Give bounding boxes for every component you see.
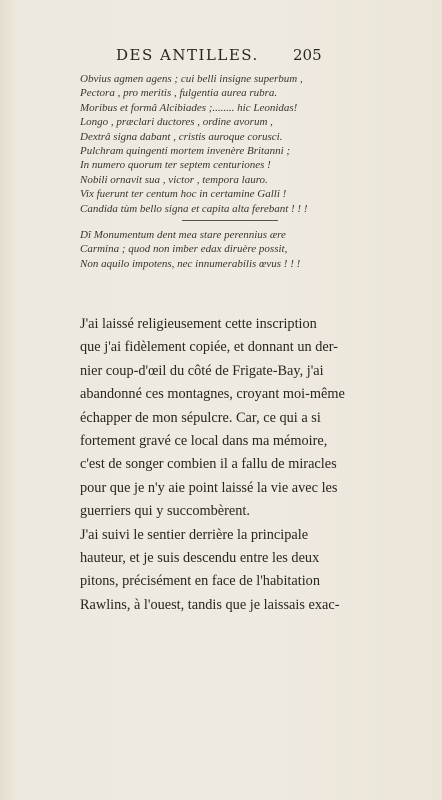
text-line: Rawlins, à l'ouest, tandis que je laissais exac- [80, 596, 340, 613]
page-header [0, 46, 442, 68]
inscription-stanza-1 [80, 72, 380, 216]
text-line: c'est de songer combien il a fallu de miracles [80, 456, 337, 473]
text-line: pour que je n'y aie point laissé la vie avec les [80, 479, 338, 496]
verse-line: Nobili ornavit sua , victor , tempora lauro. [80, 173, 268, 186]
page-number: 205 [293, 46, 322, 64]
verse-line: Carmina ; quod non imber edax diruère possit, [80, 243, 288, 256]
inscription-stanza-2 [80, 228, 380, 271]
verse-line: Candida tùm bello signa et capita alta ferebant ! ! ! [80, 202, 308, 215]
text-line: abandonné ces montagnes, croyant moi-même [80, 386, 345, 403]
text-line: que j'ai fidèlement copiée, et donnant un der- [80, 339, 338, 356]
verse-line: Moribus et formâ Alcibiades ;........ hic Leonidas! [80, 101, 298, 114]
section-divider [182, 220, 278, 221]
verse-line: Pectora , pro meritis , fulgentia aurea rubra. [80, 87, 278, 100]
verse-line: Obvius agmen agens ; cui belli insigne superbum , [80, 73, 303, 85]
text-line: J'ai suivi le sentier derrière la principale [80, 526, 309, 543]
text-line: nier coup-d'œil du côté de Frigate-Bay, j'ai [80, 362, 324, 379]
verse-line: Dî Monumentum dent mea stare perennius ære [80, 229, 286, 241]
verse-line: Vix fuerunt ter centum hoc in certamine Galli ! [80, 188, 287, 201]
verse-line: Dextrâ signa dabant , cristis auroque corusci. [80, 130, 283, 143]
text-line: pitons, précisément en face de l'habitation [80, 573, 320, 590]
verse-line: In numero quorum ter septem centuriones ! [80, 159, 271, 172]
body-text [80, 313, 360, 617]
text-line: J'ai laissé religieusement cette inscription [80, 316, 317, 332]
verse-line: Longo , præclari ductores , ordine avorum , [80, 116, 273, 129]
text-line: fortement gravé ce local dans ma mémoire, [80, 433, 328, 450]
text-line: échapper de mon sépulcre. Car, ce qui a si [80, 409, 321, 426]
text-line: hauteur, et je suis descendu entre les deux [80, 550, 320, 567]
verse-line: Pulchram quingenti mortem invenère Britanni ; [80, 145, 291, 158]
running-title: DES ANTILLES. [116, 46, 259, 64]
text-line: guerriers qui y succombèrent. [80, 503, 250, 520]
verse-line: Non aquilo impotens, nec innumerabilis œvus ! ! ! [80, 257, 301, 270]
